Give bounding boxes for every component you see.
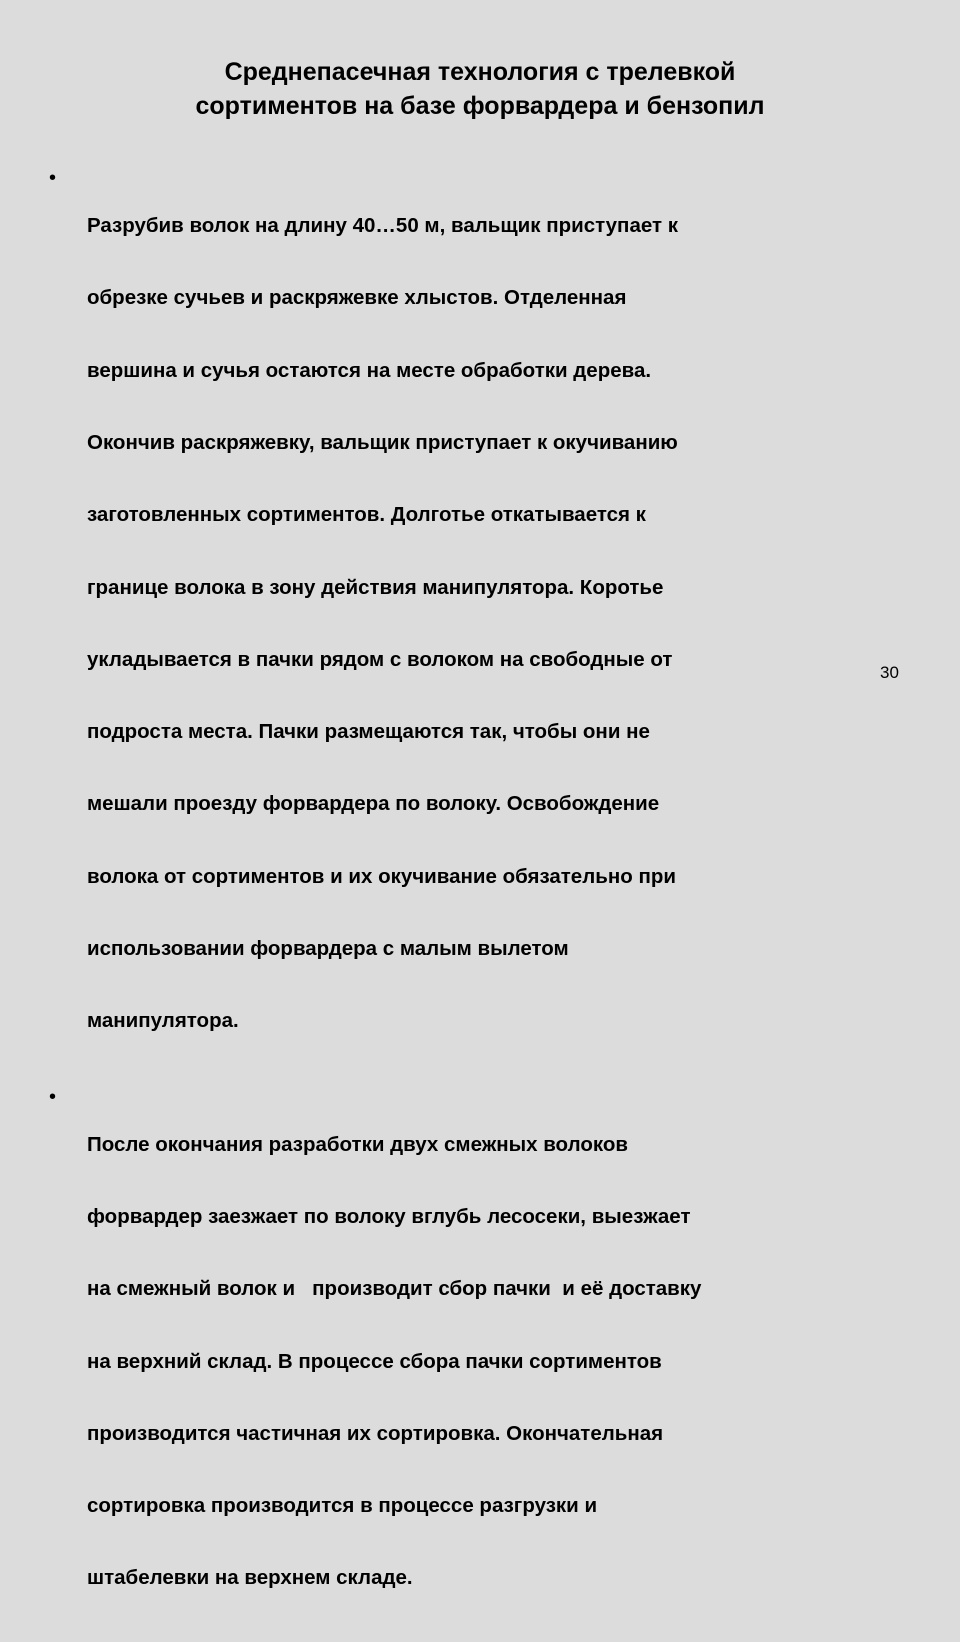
bullet-line: заготовленных сортиментов. Долготье откатывается к <box>87 503 646 527</box>
slide-title-line: Среднепасечная технология с трелевкой <box>224 58 736 86</box>
bullet-line: форвардер заезжает по волоку вглубь лесосеки, выезжает <box>87 1205 691 1229</box>
bullet-line: Разрубив волок на длину 40…50 м, вальщик приступает к <box>87 214 678 238</box>
bullet-line: обрезке сучьев и раскряжевке хлыстов. Отделенная <box>87 286 627 310</box>
bullet-line: укладывается в пачки рядом с волоком на свободные от <box>87 647 673 671</box>
bullet-text <box>87 1085 897 1639</box>
bullet-line: подроста места. Пачки размещаются так, чтобы они не <box>87 720 650 744</box>
bullet-line: Окончив раскряжевку, вальщик приступает к окучиванию <box>87 431 678 455</box>
bullet-line: границе волока в зону действия манипулятора. Коротье <box>87 575 664 599</box>
bullet-line: После окончания разработки двух смежных волоков <box>87 1132 628 1156</box>
bullet-marker: • <box>49 167 57 189</box>
bullet-line: манипулятора. <box>87 1009 239 1033</box>
bullet-line: производится частичная их сортировка. Окончательная <box>87 1421 664 1445</box>
bullet-line: волока от сортиментов и их окучивание обязательно при <box>87 864 676 888</box>
slide-title-line: сортиментов на базе форвардера и бензопил <box>195 92 765 120</box>
bullet-line: вершина и сучья остаются на месте обработки дерева. <box>87 358 652 382</box>
bullet-line: штабелевки на верхнем складе. <box>87 1566 413 1590</box>
bullet-list <box>0 166 960 1642</box>
bullet-line: на смежный волок и производит сбор пачки и её доставку <box>87 1277 702 1301</box>
bullet-line: сортировка производится в процессе разгрузки и <box>87 1494 598 1518</box>
bullet-line: использовании форвардера с малым вылетом <box>87 937 569 960</box>
bullet-line: на верхний склад. В процессе сбора пачки сортиментов <box>87 1349 662 1373</box>
slide-title <box>60 55 900 123</box>
bullet-text <box>87 166 897 1082</box>
bullet-line: мешали проезду форвардера по волоку. Освобождение <box>87 792 660 816</box>
bullet-item <box>0 1085 960 1639</box>
page-number: 30 <box>880 663 899 682</box>
bullet-marker: • <box>49 1085 57 1108</box>
bullet-item <box>0 166 960 1082</box>
